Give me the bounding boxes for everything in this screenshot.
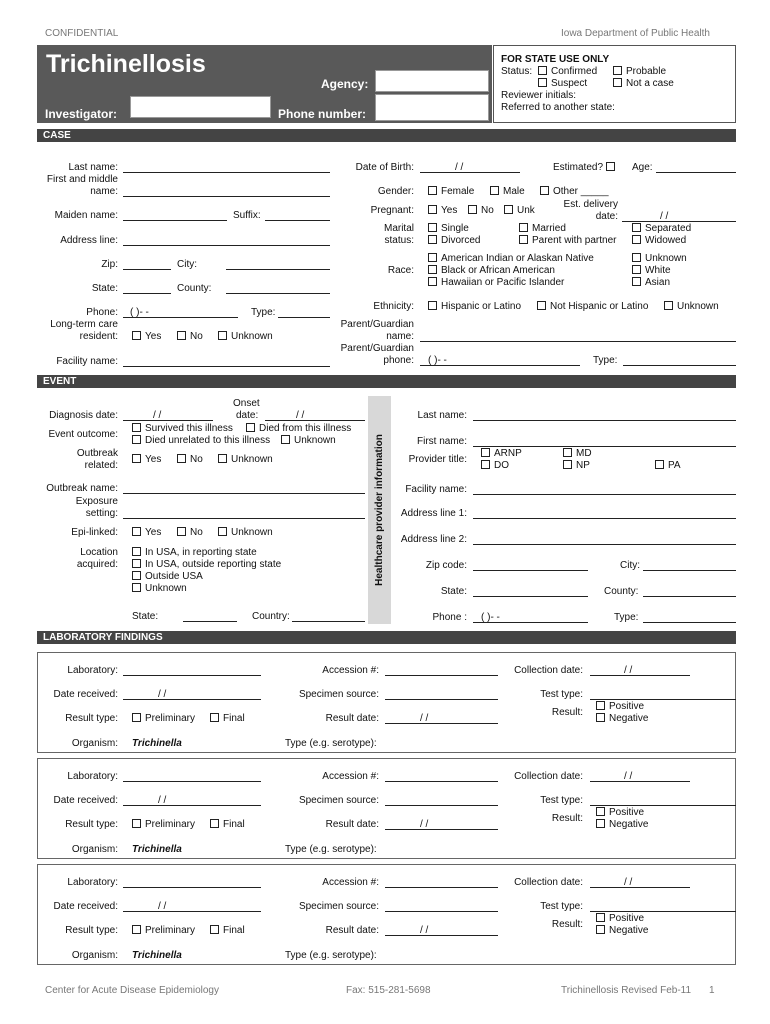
epi-yes-option[interactable]: Yes [132,527,161,539]
state-input[interactable] [123,293,171,294]
outbreak-name-label: Outbreak name: [46,483,118,494]
parent-guardian-phone-label: phone: [383,355,414,366]
lab1-specimen-label: Specimen source: [298,689,379,700]
lab3-test-type-input[interactable] [590,911,736,912]
lab1-accession-input[interactable] [385,675,498,676]
suffix-input[interactable] [265,220,330,221]
marital-label-2: status: [384,235,414,246]
provider-facility-input[interactable] [473,494,736,495]
outbreak-label-2: related: [84,460,118,471]
confidential-label: CONFIDENTIAL [45,28,119,39]
black-option[interactable]: Black or African American [428,265,555,277]
location-label: Location [80,547,118,558]
suspect-option[interactable]: Suspect [538,78,587,90]
died-unrelated-option[interactable]: Died unrelated to this illness [132,435,270,447]
provider-vertical-label: Healthcare provider information [374,434,385,586]
referred-label: Referred to another state: [501,102,615,113]
lab1-received-label: Date received: [53,689,118,700]
confirmed-option[interactable]: Confirmed [538,66,597,78]
event-country-input[interactable] [292,621,365,622]
gender-label: Gender: [377,186,414,197]
parent-guardian-name-input[interactable] [420,341,736,342]
lab3-positive-option[interactable]: Positive [596,913,644,925]
parent-guardian-label: Parent/Guardian [340,319,414,330]
parent-guardian-type-input[interactable] [623,365,736,366]
probable-option[interactable]: Probable [613,66,666,78]
first-middle-input[interactable] [123,196,330,197]
investigator-label: Investigator: [45,107,118,121]
onset-date-format: / / [296,410,305,421]
provider-county-label: County: [604,586,639,597]
dob-label: Date of Birth: [355,162,414,173]
lab3-organism-label: Organism: [71,950,118,961]
investigator-input[interactable] [130,96,271,118]
provider-type-label: Type: [614,612,639,623]
lab2-positive-option[interactable]: Positive [596,807,644,819]
status-label: Status: [501,66,533,77]
provider-type-input[interactable] [643,622,736,623]
onset-date-label: date: [236,410,259,421]
location-label-2: acquired: [76,559,118,570]
provider-city-label: City: [620,560,640,571]
pa-option[interactable]: PA [655,460,681,472]
provider-address2-label: Address line 2: [400,534,467,545]
outbreak-unknown-option[interactable]: Unknown [218,454,273,466]
parent-guardian-name-label: name: [386,331,414,342]
epi-no-option[interactable]: No [177,527,203,539]
resident-label: resident: [79,331,118,342]
outcome-label: Event outcome: [48,429,118,440]
lab2-result-date-input[interactable] [385,829,498,830]
lab3-result-date-format: / / [420,925,429,936]
agency-input[interactable] [375,70,489,92]
lab2-specimen-input[interactable] [385,805,498,806]
lab1-preliminary-option[interactable]: Preliminary [132,713,195,725]
lab1-serotype-label: Type (e.g. serotype): [285,738,377,749]
phone-format: ( )- - [130,307,149,318]
provider-zip-label: Zip code: [425,560,467,571]
parent-guardian-phone-format: ( )- - [428,355,447,366]
phone-input[interactable] [123,317,238,318]
lab1-result-date-format: / / [420,713,429,724]
event-country-label: Country: [252,611,290,622]
exposure-input[interactable] [123,518,365,519]
county-label: County: [177,283,212,294]
lab3-preliminary-option[interactable]: Preliminary [132,925,195,937]
lab3-accession-input[interactable] [385,887,498,888]
do-option[interactable]: DO [481,460,509,472]
survived-option[interactable]: Survived this illness [132,423,233,435]
lab1-laboratory-input[interactable] [123,675,261,676]
lab3-laboratory-label: Laboratory: [67,877,118,888]
provider-phone-label: Phone : [432,612,467,623]
lab2-test-type-input[interactable] [590,805,736,806]
lab2-accession-label: Accession #: [322,771,379,782]
event-section-header: EVENT [37,375,736,388]
footer-center: Center for Acute Disease Epidemiology [45,985,219,996]
lab2-test-type-label: Test type: [540,795,583,806]
lab1-laboratory-label: Laboratory: [67,665,118,676]
lab1-result-date-input[interactable] [385,723,498,724]
hispanic-option[interactable]: Hispanic or Latino [428,301,521,313]
outbreak-no-option[interactable]: No [177,454,203,466]
provider-first-name-label: First name: [416,436,467,447]
lab1-accession-label: Accession #: [322,665,379,676]
zip-label: Zip: [101,259,118,270]
lab3-negative-option[interactable]: Negative [596,925,648,937]
footer-revised: Trichinellosis Revised Feb-11 [561,985,692,996]
address-label: Address line: [60,235,118,246]
lab2-serotype-label: Type (e.g. serotype): [285,844,377,855]
first-middle-label: First and middle [46,174,118,185]
parent-partner-option[interactable]: Parent with partner [519,235,617,247]
usa-outside-option[interactable]: In USA, outside reporting state [132,559,281,571]
provider-last-name-input[interactable] [473,420,736,421]
onset-label: Onset [233,398,260,409]
estimated-option[interactable]: Estimated? [553,162,619,174]
lab1-negative-option[interactable]: Negative [596,713,648,725]
reviewer-initials-label: Reviewer initials: [501,90,577,101]
pregnant-yes-option[interactable]: Yes [428,205,457,217]
est-delivery-label-2: date: [595,211,618,222]
facility-input[interactable] [123,366,330,367]
lab2-collection-input[interactable] [590,781,690,782]
lab1-organism-value: Trichinella [132,738,182,749]
provider-address2-input[interactable] [473,544,736,545]
lab1-result-date-label: Result date: [325,713,379,724]
lab2-laboratory-input[interactable] [123,781,261,782]
provider-state-label: State: [440,586,467,597]
parent-guardian-type-label: Type: [593,355,618,366]
est-delivery-label: Est. delivery [563,199,618,210]
arnp-option[interactable]: ARNP [481,448,522,460]
footer-page-number: 1 [709,985,715,996]
lab2-result-date-format: / / [420,819,429,830]
lab3-collection-label: Collection date: [514,877,583,888]
provider-phone-format: ( )- - [481,612,500,623]
provider-zip-input[interactable] [473,570,588,571]
phone-number-input[interactable] [375,94,489,121]
location-unknown-option[interactable]: Unknown [132,583,187,595]
lab1-organism-label: Organism: [71,738,118,749]
ltc-unknown-option[interactable]: Unknown [218,331,273,343]
exposure-label: Exposure [75,496,118,507]
lab3-specimen-input[interactable] [385,911,498,912]
not-a-case-option[interactable]: Not a case [613,78,674,90]
lab1-positive-option[interactable]: Positive [596,701,644,713]
male-option[interactable]: Male [490,186,525,198]
est-delivery-format: / / [660,211,669,222]
lab2-accession-input[interactable] [385,781,498,782]
onset-date-input[interactable] [265,420,365,421]
lab3-final-option[interactable]: Final [210,925,245,937]
provider-facility-label: Facility name: [405,484,467,495]
provider-phone-input[interactable] [473,622,588,623]
state-label: State: [91,283,118,294]
age-input[interactable] [656,172,736,173]
lab2-collection-format: / / [624,771,633,782]
marital-label: Marital [383,223,414,234]
county-input[interactable] [226,293,330,294]
lab3-serotype-label: Type (e.g. serotype): [285,950,377,961]
diagnosis-date-format: / / [153,410,162,421]
suffix-label: Suffix: [233,210,261,221]
last-name-input[interactable] [123,172,330,173]
female-option[interactable]: Female [428,186,474,198]
lab1-collection-format: / / [624,665,633,676]
lab1-final-option[interactable]: Final [210,713,245,725]
lab2-negative-option[interactable]: Negative [596,819,648,831]
lab3-result-date-input[interactable] [385,935,498,936]
provider-address1-label: Address line 1: [400,508,467,519]
lab2-organism-label: Organism: [71,844,118,855]
pregnant-no-option[interactable]: No [468,205,494,217]
single-option[interactable]: Single [428,223,469,235]
usa-reporting-option[interactable]: In USA, in reporting state [132,547,257,559]
lab3-result-date-label: Result date: [325,925,379,936]
event-state-input[interactable] [183,621,237,622]
maiden-name-input[interactable] [123,220,227,221]
city-input[interactable] [226,269,330,270]
age-label: Age: [632,162,653,173]
lab3-accession-label: Accession #: [322,877,379,888]
lab2-preliminary-option[interactable]: Preliminary [132,819,195,831]
lab3-result-label: Result: [551,919,583,930]
ltc-no-option[interactable]: No [177,331,203,343]
white-option[interactable]: White [632,265,671,277]
ethnicity-label: Ethnicity: [373,301,414,312]
lab2-result-label: Result: [551,813,583,824]
address-input[interactable] [123,245,330,246]
facility-label: Facility name: [56,356,118,367]
lab2-received-label: Date received: [53,795,118,806]
hawaiian-option[interactable]: Hawaiian or Pacific Islander [428,277,564,289]
last-name-label: Last name: [68,162,118,173]
lab2-laboratory-label: Laboratory: [67,771,118,782]
ethnicity-unknown-option[interactable]: Unknown [664,301,719,313]
diagnosis-date-input[interactable] [123,420,213,421]
footer-fax: Fax: 515-281-5698 [346,985,431,996]
state-use-title: FOR STATE USE ONLY [501,54,610,65]
maiden-name-label: Maiden name: [54,210,118,221]
lab1-result-type-label: Result type: [65,713,118,724]
lab1-collection-label: Collection date: [514,665,583,676]
pregnant-unk-option[interactable]: Unk [504,205,535,217]
lab1-specimen-input[interactable] [385,699,498,700]
outcome-unknown-option[interactable]: Unknown [281,435,336,447]
lab1-test-type-label: Test type: [540,689,583,700]
lab3-laboratory-input[interactable] [123,887,261,888]
parent-guardian-label-2: Parent/Guardian [340,343,414,354]
provider-city-input[interactable] [643,570,736,571]
provider-address1-input[interactable] [473,518,736,519]
lab3-collection-format: / / [624,877,633,888]
event-state-label: State: [132,611,159,622]
agency-label: Agency: [321,77,369,91]
lab1-test-type-input[interactable] [590,699,736,700]
diagnosis-date-label: Diagnosis date: [49,410,118,421]
department-label: Iowa Department of Public Health [561,28,710,39]
lab3-specimen-label: Specimen source: [298,901,379,912]
widowed-option[interactable]: Widowed [632,235,686,247]
lab2-final-option[interactable]: Final [210,819,245,831]
lab3-test-type-label: Test type: [540,901,583,912]
exposure-label-2: setting: [85,508,118,519]
phone-type-label: Type: [251,307,276,318]
form-title: Trichinellosis [46,50,206,78]
lab1-received-input[interactable] [123,699,261,700]
lab2-result-type-label: Result type: [65,819,118,830]
asian-option[interactable]: Asian [632,277,670,289]
outbreak-name-input[interactable] [123,493,365,494]
longterm-label: Long-term care [50,319,118,330]
lab3-received-format: / / [158,901,167,912]
first-middle-label-2: name: [90,186,118,197]
phone-label: Phone: [86,307,118,318]
lab2-specimen-label: Specimen source: [298,795,379,806]
american-indian-option[interactable]: American Indian or Alaskan Native [428,253,594,265]
lab-section-header: LABORATORY FINDINGS [37,631,736,644]
outbreak-label: Outbreak [76,448,118,459]
epi-unknown-option[interactable]: Unknown [218,527,273,539]
lab1-received-format: / / [158,689,167,700]
provider-county-input[interactable] [643,596,736,597]
died-from-option[interactable]: Died from this illness [246,423,351,435]
lab2-result-date-label: Result date: [325,819,379,830]
lab2-received-input[interactable] [123,805,261,806]
city-label: City: [177,259,197,270]
ltc-yes-option[interactable]: Yes [132,331,161,343]
provider-title-label: Provider title: [408,454,467,465]
outside-usa-option[interactable]: Outside USA [132,571,203,583]
est-delivery-input[interactable] [622,221,736,222]
parent-guardian-phone-input[interactable] [420,365,580,366]
lab2-collection-label: Collection date: [514,771,583,782]
separated-option[interactable]: Separated [632,223,691,235]
lab3-result-type-label: Result type: [65,925,118,936]
phone-type-input[interactable] [278,317,330,318]
lab3-collection-input[interactable] [590,887,690,888]
lab3-received-input[interactable] [123,911,261,912]
provider-first-name-input[interactable] [473,446,736,447]
lab2-organism-value: Trichinella [132,844,182,855]
lab3-organism-value: Trichinella [132,950,182,961]
epi-linked-label: Epi-linked: [71,527,118,538]
pregnant-label: Pregnant: [370,205,414,216]
dob-format: / / [455,162,464,173]
np-option[interactable]: NP [563,460,590,472]
lab3-received-label: Date received: [53,901,118,912]
phone-number-label: Phone number: [278,107,367,121]
case-section-header: CASE [37,129,736,142]
other-option[interactable]: Other _____ [540,186,609,198]
provider-last-name-label: Last name: [417,410,467,421]
lab2-received-format: / / [158,795,167,806]
dob-input[interactable] [420,172,520,173]
divorced-option[interactable]: Divorced [428,235,480,247]
married-option[interactable]: Married [519,223,566,235]
race-label: Race: [387,265,414,276]
md-option[interactable]: MD [563,448,592,460]
not-hispanic-option[interactable]: Not Hispanic or Latino [537,301,648,313]
provider-state-input[interactable] [473,596,588,597]
zip-input[interactable] [123,269,171,270]
lab1-collection-input[interactable] [590,675,690,676]
outbreak-yes-option[interactable]: Yes [132,454,161,466]
race-unknown-option[interactable]: Unknown [632,253,687,265]
lab1-result-label: Result: [551,707,583,718]
